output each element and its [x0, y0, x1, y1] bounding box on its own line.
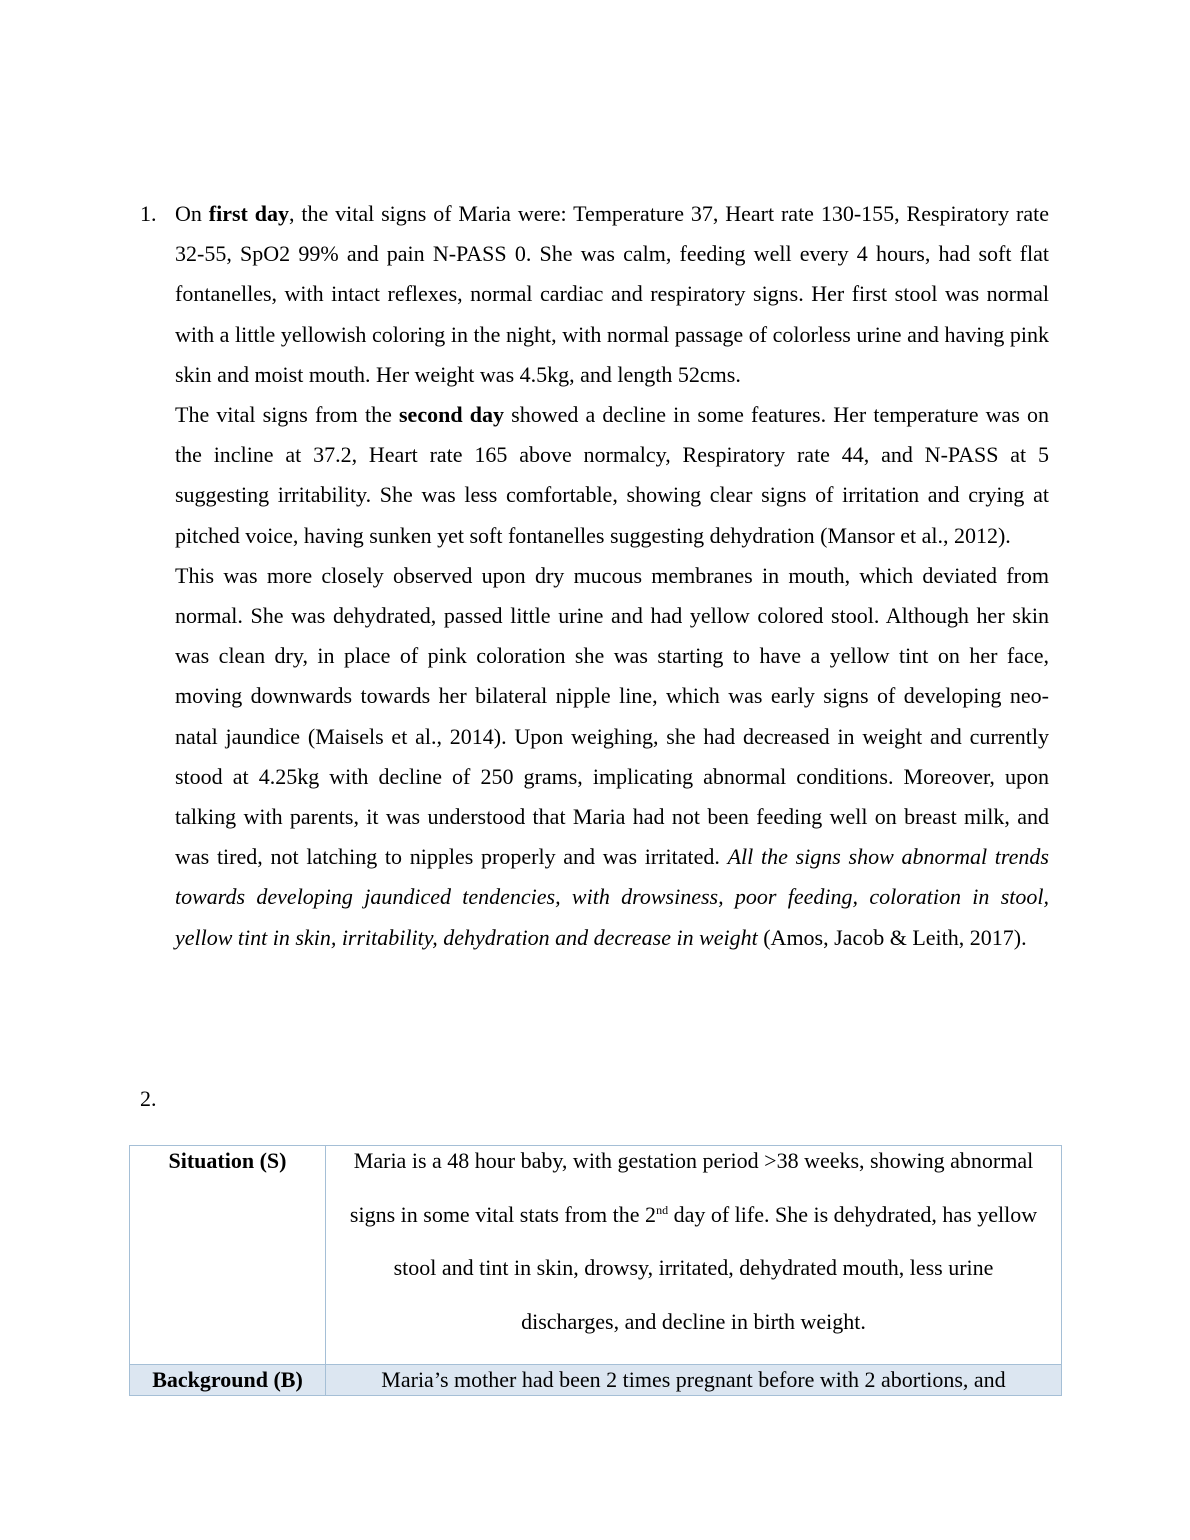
paragraph-second-day: [175, 395, 1049, 556]
situation-label: Situation (S): [130, 1146, 326, 1365]
sbar-table: [129, 1145, 1062, 1396]
list-number-1: 1.: [140, 201, 157, 226]
italic-summary-text: All the signs show abnormal trends towards developing jaundiced tendencies, with drowsiness, poor feeding, coloration in stool, yellow tint in skin, irritability, dehydration and decrease in weight: [175, 844, 1049, 950]
background-text: Maria’s mother had been 2 times pregnant before with 2 abortions, and: [326, 1365, 1062, 1396]
text-run: On: [175, 201, 209, 226]
bold-text-second-day: second day: [399, 402, 504, 428]
superscript-nd: nd: [656, 1202, 669, 1217]
situation-text: [326, 1134, 1061, 1364]
text-run: This was more closely observed upon dry mucous membranes in mouth, which deviated from normal. She was dehydrated, passed little urine and had yellow colored stool. Although her skin was clean dry, in place of pink coloration she was starting to have a yellow tint on her face, moving downwards towards her bilateral nipple line, which was early signs of developing neo-natal jaundice (Maisels et al., 2014). Upon weighing, she had decreased in weight and currently stood at 4.25kg with decline of 250 grams, implicating abnormal conditions. Moreover, upon talking with parents, it was understood that Maria had not been feeding well on breast milk, and was tired, not latching to nipples properly and was irritated.: [175, 562, 1049, 870]
text-run: Maria is a 48 hour baby, with gestation period >38 weeks, showing abnormal signs in some vital stats from the 2: [349, 1148, 1034, 1227]
text-run: day of life. She is dehydrated, has yellow stool and tint in skin, drowsy, irritated, dehydrated mouth, less urine discharges, and decline in birth weight.: [393, 1201, 1038, 1334]
list-number-2: 2.: [140, 1086, 157, 1111]
list-item-1-body: [175, 194, 1049, 958]
text-run: The vital signs from the: [175, 402, 399, 428]
paragraph-observation: [175, 556, 1049, 958]
text-run: , the vital signs of Maria were: Temperature 37, Heart rate 130-155, Respiratory rate 32-55, SpO2 99% and pain N-PASS 0. She was calm, feeding well every 4 hours, had soft flat fontanelles, with intact reflexes, normal cardiac and respiratory signs. Her first stool was normal with a little yellowish coloring in the night, with normal passage of colorless urine and having pink skin and moist mouth. Her weight was 4.5kg, and length 52cms.: [175, 201, 1050, 387]
background-label: Background (B): [130, 1365, 326, 1396]
table-row-background: [130, 1365, 1062, 1396]
text-run: showed a decline in some features. Her temperature was on the incline at 37.2, Heart rate 165 above normalcy, Respiratory rate 44, and N-PASS at 5 suggesting irritability. She was less comfortable, showing clear signs of irritation and crying at pitched voice, having sunken yet soft fontanelles suggesting dehydration (Mansor et al., 2012).: [175, 402, 1049, 548]
paragraph-first-day: [175, 194, 1049, 395]
bold-text-first-day: first day: [208, 201, 289, 226]
table-row-situation: [130, 1146, 1062, 1365]
situation-cell: [326, 1146, 1062, 1365]
text-run: (Amos, Jacob & Leith, 2017).: [757, 924, 1027, 950]
